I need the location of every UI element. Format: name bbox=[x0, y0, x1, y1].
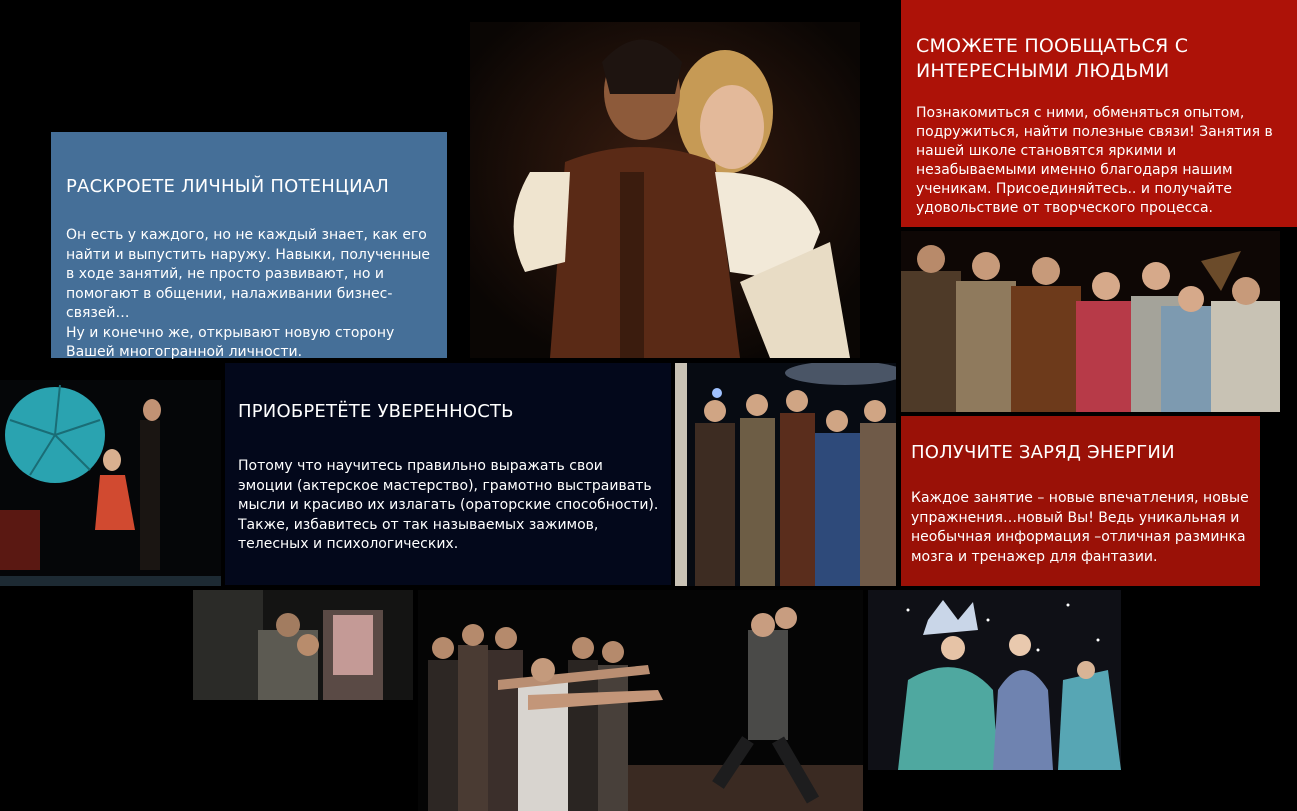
reaching-crowd-photo bbox=[418, 590, 863, 811]
card-potential bbox=[51, 132, 447, 358]
card-potential-text: Он есть у каждого, но не каждый знает, как его найти и выпустить наружу. Навыки, полученные в ходе занятий, не просто развивают, но и помогают в общении, налаживании бизнес-связей… Ну и конечно же, открывают новую сторону Вашей многогранной личности. bbox=[66, 227, 431, 360]
winter-fairytale-photo bbox=[868, 590, 1121, 770]
group-scene-photo bbox=[901, 231, 1280, 412]
card-potential-title: РАСКРОЕТЕ ЛИЧНЫЙ ПОТЕНЦИАЛ bbox=[66, 176, 390, 197]
card-confidence-text: Потому что научитесь правильно выражать свои эмоции (актерское мастерство), грамотно выстраивать мысли и красиво их излагать (ораторские способности). Также, избавитесь от так называемых зажимов, телесных и психологических. bbox=[238, 458, 659, 552]
umbrella-dancers-photo bbox=[0, 380, 221, 586]
card-energy bbox=[901, 416, 1260, 586]
card-confidence-title: ПРИОБРЕТЁТЕ УВЕРЕННОСТЬ bbox=[238, 401, 514, 422]
card-people bbox=[901, 0, 1297, 227]
masked-actor-duo-photo bbox=[470, 22, 860, 358]
card-people-title: СМОЖЕТЕ ПООБЩАТЬСЯ С ИНТЕРЕСНЫМИ ЛЮДЬМИ bbox=[916, 35, 1189, 82]
card-people-text: Познакомиться с ними, обменяться опытом, подружиться, найти полезные связи! Занятия в нашей школе становятся яркими и незабываемыми именно благодаря нашим ученикам. Присоединяйтесь.. и получайте удовольствие от творческого процесса. bbox=[916, 105, 1273, 216]
card-energy-title: ПОЛУЧИТЕ ЗАРЯД ЭНЕРГИИ bbox=[911, 442, 1175, 463]
card-energy-text: Каждое занятие – новые впечатления, новые упражнения…новый Вы! Ведь уникальная и необычная информация –отличная разминка мозга и тренажер для фантазии. bbox=[911, 490, 1249, 565]
card-confidence bbox=[225, 363, 671, 585]
seated-actors-photo bbox=[193, 590, 413, 700]
costumed-ensemble-photo bbox=[675, 363, 896, 586]
